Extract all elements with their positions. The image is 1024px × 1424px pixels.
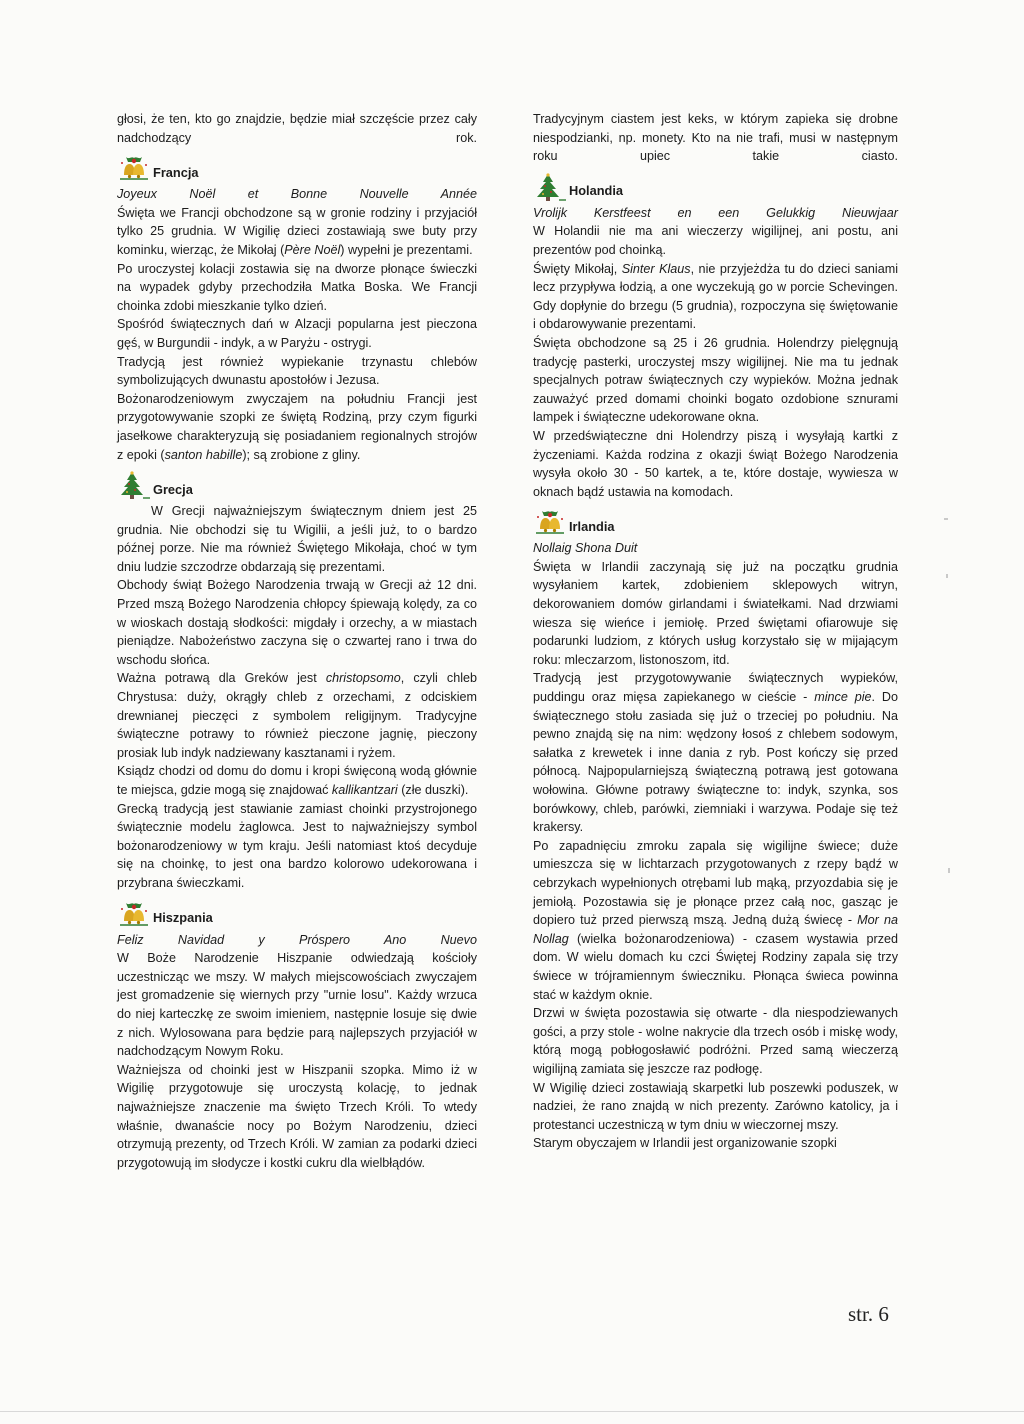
holandia-paragraph-3: Święta obchodzone są 25 i 26 grudnia. Holendrzy pielęgnują tradycję pasterki, uroczystej mszy wigilijnej. Nie ma tu jednak specjalnych potraw świątecznych czy wypieków. Można jednak zauważyć przed domami choinki bogato ozdobione sznurami lampek i świąteczne udekorowane okna. bbox=[533, 335, 898, 425]
section-heading-hiszpania bbox=[117, 899, 477, 929]
section-heading-francja bbox=[117, 153, 477, 183]
irlandia-paragraph-6: Starym obyczajem w Irlandii jest organizowanie szopki bbox=[533, 1136, 837, 1151]
holandia-paragraph-4: W przedświąteczne dni Holendrzy piszą i wysyłają kartki z życzeniami. Każda rodzina z okazji świąt Bożego Narodzenia wysyła około 30 - 50 kartek, a te, które dostaje, wywiesza w oknach bądź ustawia na komodach. bbox=[533, 428, 898, 499]
hiszpania-paragraph-2: Ważniejsza od choinki jest w Hiszpanii szopka. Mimo iż w Wigilię przygotowuje się uroczystą kolację, to jednak najważniejsze znaczenie ma święto Trzech Króli. To wtedy właśnie, dwanaście nocy po Bożym Narodzeniu, dzieci otrzymują prezenty, od Trzech Króli. W zamian za podarki dzieci przygotowują im słodycze i kostki cukru dla wielbłądów. bbox=[117, 1062, 477, 1170]
grecja-paragraph-4: Ksiądz chodzi od domu do domu i kropi święconą wodą głównie te miejsca, gdzie mogą się znajdować kallikantzari (złe duszki). bbox=[117, 764, 477, 797]
grecja-paragraph-3: Ważna potrawą dla Greków jest christopsomo, czyli chleb Chrystusa: duży, okrągły chleb z orzechami, z odciskiem drewnianej pieczęci z symbolem religijnym. Tradycyjne świąteczne potrawy to również pieczone jagnię, pieczony prosiak lub indyk nadziewany kasztanami i ryżem. bbox=[117, 671, 478, 760]
section-heading-irlandia bbox=[533, 507, 898, 537]
francja-paragraph-1: Święta we Francji obchodzone są w gronie rodziny i przyjaciół tylko 25 grudnia. W Wigilię dzieci zostawiają swe buty przy kominku, wierząc, że Mikołaj (Père Noël) wypełni je prezentami. bbox=[117, 205, 477, 257]
holandia-paragraph-1: W Holandii nie ma ani wieczerzy wigilijnej, ani postu, ani prezentów pod choinką. bbox=[533, 224, 898, 257]
scan-edge-line bbox=[0, 1411, 1024, 1412]
left-intro: głosi, że ten, kto go znajdzie, będzie miał szczęście przez cały nadchodzący rok. bbox=[117, 112, 477, 145]
grecja-paragraph-2: Obchody świąt Bożego Narodzenia trwają w Grecji aż 12 dni. Przed mszą Bożego Narodzenia chłopcy śpiewają kolędy, za co w wioskach dostają słodkości: migdały i orzechy, a w miastach pieniądze. Nabożeństwo zaczyna się o czwartej rano i trwa do wschodu słońca. bbox=[117, 578, 477, 667]
page-number: str. 6 bbox=[848, 1302, 889, 1326]
right-column bbox=[533, 110, 898, 1153]
heading-hiszpania: Hiszpania bbox=[153, 909, 213, 925]
christmas-bells-icon bbox=[117, 899, 151, 929]
grecja-paragraph-5: Grecką tradycją jest stawianie zamiast choinki przystrojonego świątecznie modelu żaglowca. Jest to najważniejszy symbol bożonarodzeniowy w tym kraju. Jeśli natomiast ktoś decyduje się na choinkę, to jest ona bardzo kolorowo udekorowana i przybrana świeczkami. bbox=[117, 801, 477, 890]
right-intro: Tradycyjnym ciastem jest keks, w którym zapieka się drobne niespodzianki, np. monety. Kto na nie trafi, musi w następnym roku upiec takie ciasto. bbox=[533, 112, 898, 164]
francja-paragraph-5: Bożonarodzeniowym zwyczajem na południu Francji jest przygotowywanie szopki ze świętą Rodziną, przy czym figurki jasełkowe charakteryzują się posiadaniem regionalnych strojów z epoki (santon habille); są zrobione z gliny. bbox=[117, 391, 477, 462]
greeting-hiszpania: Feliz Navidad y Próspero Ano Nuevo bbox=[117, 932, 477, 947]
heading-irlandia: Irlandia bbox=[569, 518, 615, 534]
hiszpania-paragraph-1: W Boże Narodzenie Hiszpanie odwiedzają kościoły uczestnicząc we mszy. W małych miejscowościach zwyczajem jest gromadzenie się wiernych przy "urnie losu". Każdy wrzuca do niej karteczkę ze swoim imieniem, następnie losuje się dwie z nich. Wylosowana para będzie parą najlepszych przyjaciół w nadchodzącym Nowym Roku. bbox=[117, 951, 477, 1059]
scan-speck bbox=[948, 868, 950, 873]
francja-paragraph-3: Spośród świątecznych dań w Alzacji popularna jest pieczona gęś, w Burgundii - indyk, a w Paryżu - ostrygi. bbox=[117, 317, 477, 350]
greeting-francja: Joyeux Noël et Bonne Nouvelle Année bbox=[117, 187, 477, 202]
greeting-irlandia: Nollaig Shona Duit bbox=[533, 541, 638, 556]
irlandia-paragraph-2: Tradycją jest przygotowywanie świątecznych wypieków, puddingu oraz mięsa zapiekanego w cieście - mince pie. Do świątecznego stołu zasiada się już o trzeciej po południu. Na pewno znajdą się na nim: wędzony łosoś z chlebem sodowym, sałatka z krewetek i inne dania z ryb. Post kończy się przed północą. Najpopularniejszą świąteczną potrawą jest gotowana wołowina. Główne potrawy świąteczne to: indyk, szynka, sos borówkowy, chleb, parówki, ziemniaki i warzywa. Podaje się też krakersy. bbox=[533, 671, 898, 835]
francja-paragraph-2: Po uroczystej kolacji zostawia się na dworze płonące świeczki na wypadek gdyby przechodziła Matka Boska. We Francji choinka zdobi mieszkanie tylko dzień. bbox=[117, 261, 477, 313]
christmas-bells-icon bbox=[117, 153, 151, 183]
irlandia-paragraph-5: W Wigilię dzieci zostawiają skarpetki lub poszewki poduszek, w nadziei, że rano znajdą w nich prezenty. Zarówno katolicy, ja i protestanci uczestniczą w tym dniu w wieczornej mszy. bbox=[533, 1080, 898, 1132]
irlandia-paragraph-4: Drzwi w święta pozostawia się otwarte - dla niespodziewanych gości, a przy stole - wolne nakrycie dla trzech osób i miskę wody, którą mogą pobłogosławić podróżni. Przed samą wieczerzą wigilijną zamiata się jeszcze raz podłogę. bbox=[533, 1006, 898, 1076]
section-heading-holandia bbox=[533, 172, 898, 202]
christmas-tree-icon bbox=[533, 172, 567, 202]
heading-holandia: Holandia bbox=[569, 183, 624, 199]
left-column bbox=[117, 110, 477, 1172]
scan-speck bbox=[944, 518, 948, 520]
christmas-tree-icon bbox=[117, 470, 151, 500]
section-heading-grecja bbox=[117, 470, 477, 500]
christmas-bells-icon bbox=[533, 507, 567, 537]
scan-speck bbox=[946, 574, 948, 578]
greeting-holandia: Vrolijk Kerstfeest en een Gelukkig Nieuwjaar bbox=[533, 205, 898, 220]
heading-francja: Francja bbox=[153, 164, 199, 180]
irlandia-paragraph-1: Święta w Irlandii zaczynają się już na początku grudnia wysyłaniem kartek, zdobieniem sklepowych witryn, dekorowaniem domów girlandami i światełkami. Nad drzwiami wiesza się wieńce i jemiołę. Przed świętami ofiarowuje się podarunki ludziom, z których usług korzystało się w mijającym roku: mleczarzom, listonoszom, itd. bbox=[533, 559, 898, 667]
holandia-paragraph-2: Święty Mikołaj, Sinter Klaus, nie przyjeżdża tu do dzieci saniami lecz przypływa łodzią, a one wyczekują go w porcie Schevingen. Gdy dopłynie do brzegu (5 grudnia), rozpoczyna się świętowanie i obdarowywanie prezentami. bbox=[533, 261, 898, 332]
irlandia-paragraph-3: Po zapadnięciu zmroku zapala się wigilijne świece; duże umieszcza się w lichtarzach przygotowanych z rzepy bądź w cebrzykach wypełnionych otrębami lub mąką, przyozdabia się je jemiołą. Pozostawia się je płonące przez całą noc, gasząc je dopiero tuż przed pierwszą mszą. Jedną dużą świecę - Mor na Nollag (wielka bożonarodzeniowa) - czasem wystawia przed dom. W wielu domach ku czci Świętej Rodziny zapala się trzy świece w trójramiennym świeczniku. Płonąca świeca powinna stać w każdym oknie. bbox=[533, 838, 898, 1002]
francja-paragraph-4: Tradycją jest również wypiekanie trzynastu chlebów symbolizujących dwunastu apostołów i Jezusa. bbox=[117, 354, 477, 388]
grecja-paragraph-1: W Grecji najważniejszym świątecznym dniem jest 25 grudnia. Nie obchodzi się tu Wigilii, a jeśli już, to o bardzo późnej porze. Nie ma również Świętego Mikołaja, choć w tym dniu ludzie szczodrze obdarzają się prezentami. bbox=[117, 504, 477, 574]
heading-grecja: Grecja bbox=[153, 481, 193, 497]
